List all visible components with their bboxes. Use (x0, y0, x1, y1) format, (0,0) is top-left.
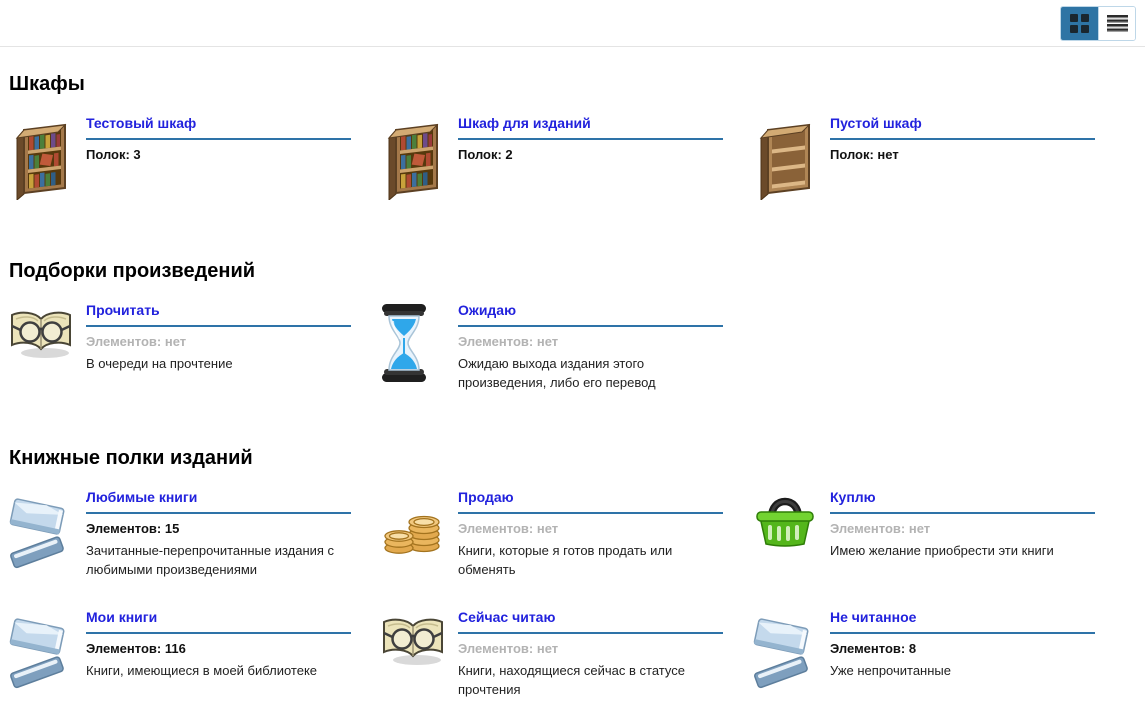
card-title-link[interactable]: Ожидаю (458, 302, 517, 318)
card-moi-knigi (9, 608, 351, 728)
list-view-button[interactable] (1098, 7, 1135, 40)
card-body (458, 301, 723, 393)
card-description: Книги, которые я готов продать или обменять (458, 543, 673, 577)
card-meta: Полок: нет (830, 147, 899, 162)
cabinets-section-title: Шкафы (9, 73, 85, 95)
card-title-link[interactable]: Пустой шкаф (830, 115, 922, 131)
collections-section-title: Подборки произведений (9, 260, 256, 282)
hourglass-icon[interactable] (381, 301, 458, 383)
card-body (830, 114, 1095, 162)
card-title-link[interactable]: Тестовый шкаф (86, 115, 197, 131)
card-lyubimye-knigi (9, 488, 351, 608)
card-title-link[interactable]: Прочитать (86, 302, 160, 318)
card-kuplyu (753, 488, 1095, 608)
card-meta: Элементов: 8 (830, 641, 917, 656)
book-stack-icon[interactable] (9, 608, 86, 694)
grid-view-icon (1070, 14, 1089, 33)
card-meta: Элементов: нет (830, 521, 931, 536)
collections-cards (9, 301, 1136, 421)
card-body (86, 608, 351, 681)
cabinets-cards (9, 114, 1136, 234)
card-body (830, 608, 1095, 681)
shelves-cards (9, 488, 1136, 728)
section-collections (9, 260, 1136, 421)
card-body (86, 301, 351, 374)
shelves-section-title: Книжные полки изданий (9, 447, 253, 469)
card-title-row (86, 488, 351, 514)
bookshelf-icon[interactable] (381, 114, 458, 200)
card-body (86, 114, 351, 162)
view-switcher (1060, 6, 1136, 41)
list-view-icon (1107, 15, 1128, 32)
open-book-glasses-icon[interactable] (9, 301, 86, 361)
card-description: Ожидаю выхода издания этого произведения, либо его перевод (458, 356, 656, 390)
section-cabinets (9, 73, 1136, 234)
card-title-row (830, 488, 1095, 514)
bookshelf-icon[interactable] (9, 114, 86, 200)
card-title-link[interactable]: Продаю (458, 489, 514, 505)
content (0, 73, 1145, 728)
card-title-row (86, 608, 351, 634)
card-pustoy-shkaf (753, 114, 1095, 234)
book-stack-icon[interactable] (753, 608, 830, 694)
card-meta: Элементов: нет (458, 334, 559, 349)
card-prodayu (381, 488, 723, 608)
card-title-row (458, 488, 723, 514)
shopping-basket-icon[interactable] (753, 488, 830, 550)
card-description: Книги, имеющиеся в моей библиотеке (86, 663, 318, 678)
card-meta: Полок: 3 (86, 147, 141, 162)
card-ozhidayu (381, 301, 723, 421)
card-testovyy-shkaf (9, 114, 351, 234)
card-body (458, 114, 723, 162)
card-prochitat (9, 301, 351, 421)
card-meta: Элементов: нет (458, 641, 559, 656)
coins-icon[interactable] (381, 488, 458, 554)
card-title-link[interactable]: Шкаф для изданий (458, 115, 591, 131)
grid-view-button[interactable] (1061, 7, 1098, 40)
card-title-row (830, 608, 1095, 634)
card-body (458, 488, 723, 580)
card-ne-chitannoe (753, 608, 1095, 728)
card-description: Зачитанные-перепрочитанные издания с любимыми произведениями (86, 543, 335, 577)
card-body (458, 608, 723, 700)
card-description: Книги, находящиеся сейчас в статусе прочтения (458, 663, 685, 697)
card-meta: Элементов: 116 (86, 641, 186, 656)
card-shkaf-dlya-izdaniy (381, 114, 723, 234)
open-book-glasses-icon[interactable] (381, 608, 458, 668)
card-description: Имею желание приобрести эти книги (830, 543, 1054, 558)
card-body (830, 488, 1095, 561)
card-description: В очереди на прочтение (86, 356, 233, 371)
card-meta: Полок: 2 (458, 147, 513, 162)
card-title-link[interactable]: Любимые книги (86, 489, 198, 505)
card-title-link[interactable]: Не читанное (830, 609, 917, 625)
book-stack-icon[interactable] (9, 488, 86, 574)
card-title-link[interactable]: Куплю (830, 489, 876, 505)
card-meta: Элементов: нет (86, 334, 187, 349)
top-toolbar (0, 0, 1145, 47)
card-title-row (458, 301, 723, 327)
section-bookshelves (9, 447, 1136, 728)
bookshelf-empty-icon[interactable] (753, 114, 830, 200)
card-title-row (86, 114, 351, 140)
card-title-row (458, 114, 723, 140)
card-title-link[interactable]: Сейчас читаю (458, 609, 556, 625)
card-meta: Элементов: нет (458, 521, 559, 536)
card-description: Уже непрочитанные (830, 663, 951, 678)
card-title-row (86, 301, 351, 327)
card-title-row (458, 608, 723, 634)
card-title-link[interactable]: Мои книги (86, 609, 158, 625)
card-seychas-chitayu (381, 608, 723, 728)
card-title-row (830, 114, 1095, 140)
card-body (86, 488, 351, 580)
card-meta: Элементов: 15 (86, 521, 180, 536)
